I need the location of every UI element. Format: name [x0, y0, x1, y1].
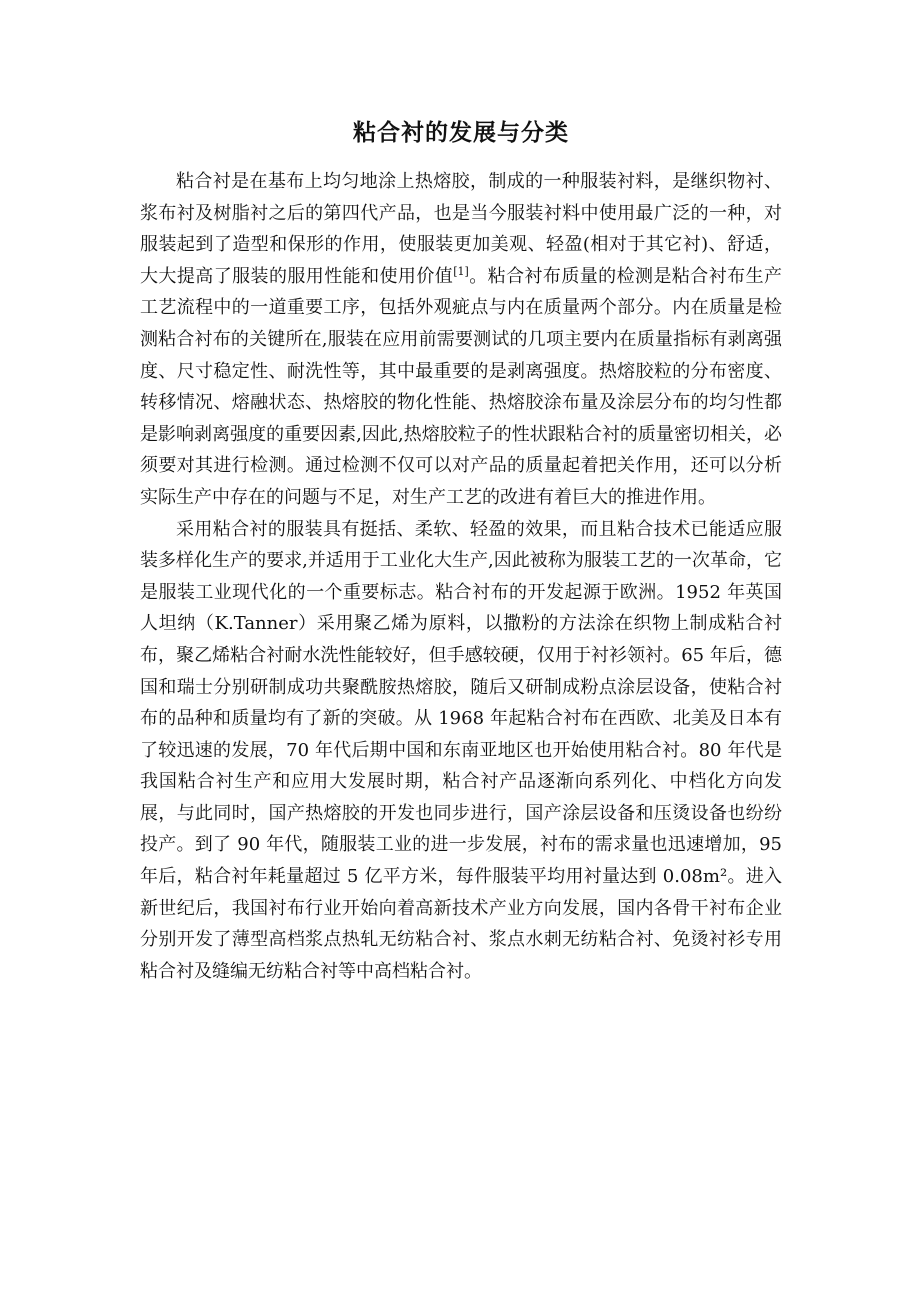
paragraph-1-text-continued: 。粘合衬布质量的检测是粘合衬布生产工艺流程中的一道重要工序，包括外观疵点与内在质量两个部分。内在质量是检测粘合衬布的关键所在,服装在应用前需要测试的几项主要内在质量指标有剥离强度、尺寸稳定性、耐洗性等，其中最重要的是剥离强度。热熔胶粒的分布密度、转移情况、熔融状态、热熔胶的物化性能、热熔胶涂布量及涂层分布的均匀性都是影响剥离强度的重要因素,因此,热熔胶粒子的性状跟粘合衬的质量密切相关，必须要对其进行检测。通过检测不仅可以对产品的质量起着把关作用，还可以分析实际生产中存在的问题与不足，对生产工艺的改进有着巨大的推进作用。: [140, 265, 782, 508]
document-page: [140, 112, 782, 987]
paragraph-1: [140, 166, 782, 514]
document-title: 粘合衬的发展与分类: [353, 120, 569, 146]
paragraph-1-text: 粘合衬是在基布上均匀地涂上热熔胶，制成的一种服装衬料，是继织物衬、浆布衬及树脂衬之后的第四代产品，也是当今服装衬料中使用最广泛的一种，对服装起到了造型和保形的作用，使服装更加美观、轻盈(相对于其它衬)、舒适，大大提高了服装的服用性能和使用价值: [140, 171, 782, 287]
paragraph-2: 采用粘合衬的服装具有挺括、柔软、轻盈的效果，而且粘合技术已能适应服装多样化生产的要求,并适用于工业化大生产,因此被称为服装工艺的一次革命，它是服装工业现代化的一个重要标志。粘合衬布的开发起源于欧洲。1952 年英国人坦纳（K.Tanner）采用聚乙烯为原料，以撒粉的方法涂在织物上制成粘合衬布，聚乙烯粘合衬耐水洗性能较好，但手感较硬，仅用于衬衫领衬。65 年后，德国和瑞士分别研制成功共聚酰胺热熔胶，随后又研制成粉点涂层设备，使粘合衬布的品种和质量均有了新的突破。从 1968 年起粘合衬布在西欧、北美及日本有了较迅速的发展，70 年代后期中国和东南亚地区也开始使用粘合衬。80 年代是我国粘合衬生产和应用大发展时期，粘合衬产品逐渐向系列化、中档化方向发展，与此同时，国产热熔胶的开发也同步进行，国产涂层设备和压烫设备也纷纷投产。到了 90 年代，随服装工业的进一步发展，衬布的需求量也迅速增加，95 年后，粘合衬年耗量超过 5 亿平方米，每件服装平均用衬量达到 0.08m²。进入新世纪后，我国衬布行业开始向着高新技术产业方向发展，国内各骨干衬布企业分别开发了薄型高档浆点热轧无纺粘合衬、浆点水刺无纺粘合衬、免烫衬衫专用粘合衬及缝编无纺粘合衬等中高档粘合衬。: [140, 518, 782, 982]
citation-reference: [1]: [453, 264, 469, 278]
